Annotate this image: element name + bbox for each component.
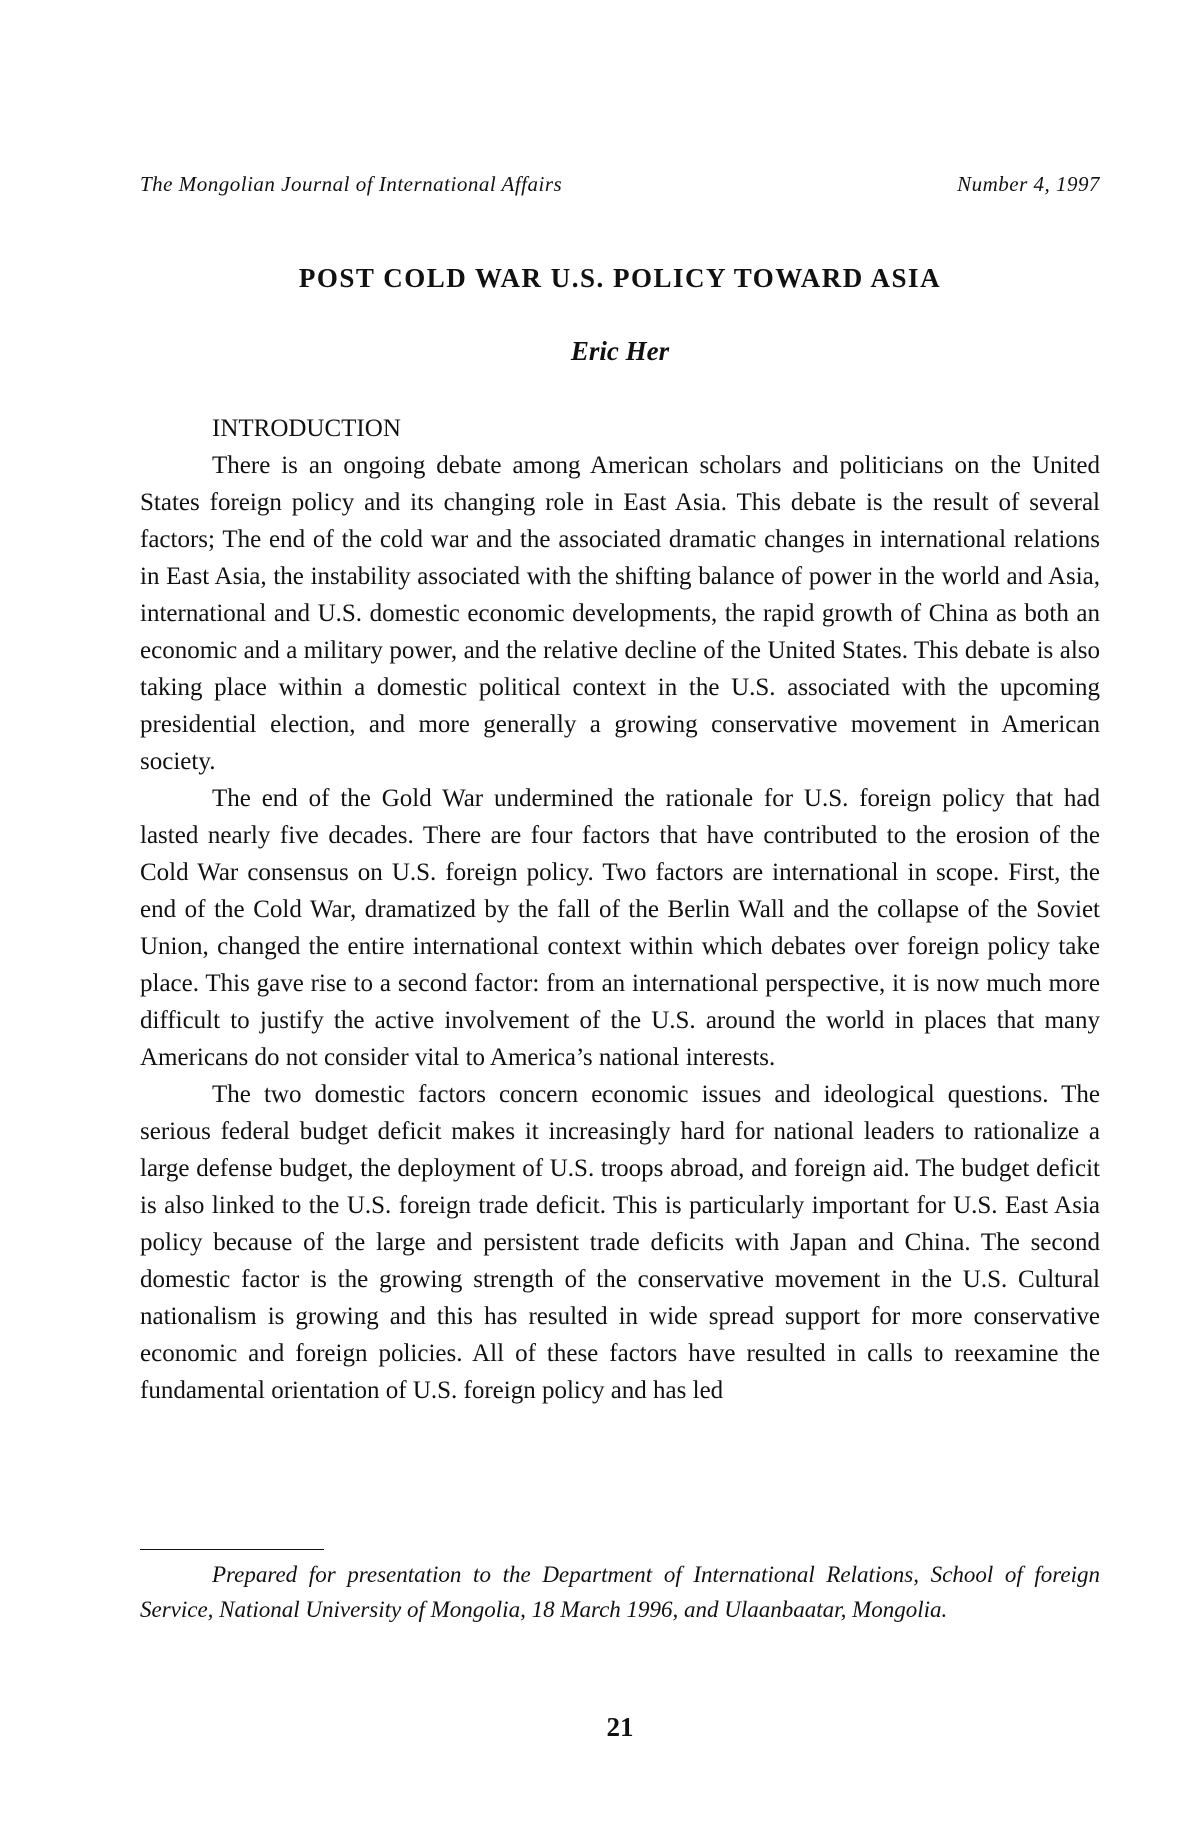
body-paragraph: There is an ongoing debate among American scholars and politicians on the United States foreign policy and its changing role in East Asia. This debate is the result of several factors; The end of the cold war and the associated dramatic changes in international relations in East Asia, the instability associated with the shifting balance of power in the world and Asia, international and U.S. domestic economic developments, the rapid growth of China as both an economic and a military power, and the relative decline of the United States. This debate is also taking place within a domestic political context in the U.S. associated with the upcoming presidential election, and more generally a growing conservative movement in American society. (140, 452, 1100, 775)
article-body (140, 410, 1100, 1409)
running-header (140, 172, 1100, 197)
body-paragraph: The end of the Gold War undermined the rationale for U.S. foreign policy that had lasted nearly five decades. There are four factors that have contributed to the erosion of the Cold War consensus on U.S. foreign policy. Two factors are international in scope. First, the end of the Cold War, dramatized by the fall of the Berlin Wall and the collapse of the Soviet Union, changed the entire international context within which debates over foreign policy take place. This gave rise to a second factor: from an international perspective, it is now much more difficult to justify the active involvement of the U.S. around the world in places that many Americans do not consider vital to America’s national interests. (140, 785, 1100, 1071)
body-paragraph: The two domestic factors concern economic issues and ideological questions. The serious federal budget deficit makes it increasingly hard for national leaders to rationalize a large defense budget, the deployment of U.S. troops abroad, and foreign aid. The budget deficit is also linked to the U.S. foreign trade deficit. This is particularly important for U.S. East Asia policy because of the large and persistent trade deficits with Japan and China. The second domestic factor is the growing strength of the conservative movement in the U.S. Cultural nationalism is growing and this has resulted in wide spread support for more conservative economic and foreign policies. All of these factors have resulted in calls to reexamine the fundamental orientation of U.S. foreign policy and has led (140, 1081, 1100, 1404)
issue-number: Number 4, 1997 (957, 172, 1100, 196)
section-heading: INTRODUCTION (212, 415, 401, 442)
footnote: Prepared for presentation to the Department of International Relations, School of foreign Service, National University of Mongolia, 18 March 1996, and Ulaanbaatar, Mongolia. (140, 1562, 1100, 1622)
article-title: POST COLD WAR U.S. POLICY TOWARD ASIA (298, 263, 942, 293)
journal-name: The Mongolian Journal of International Affairs (140, 172, 563, 196)
footnote-divider (140, 1549, 324, 1550)
article-author: Eric Her (570, 336, 670, 366)
page-number: 21 (606, 1712, 634, 1742)
